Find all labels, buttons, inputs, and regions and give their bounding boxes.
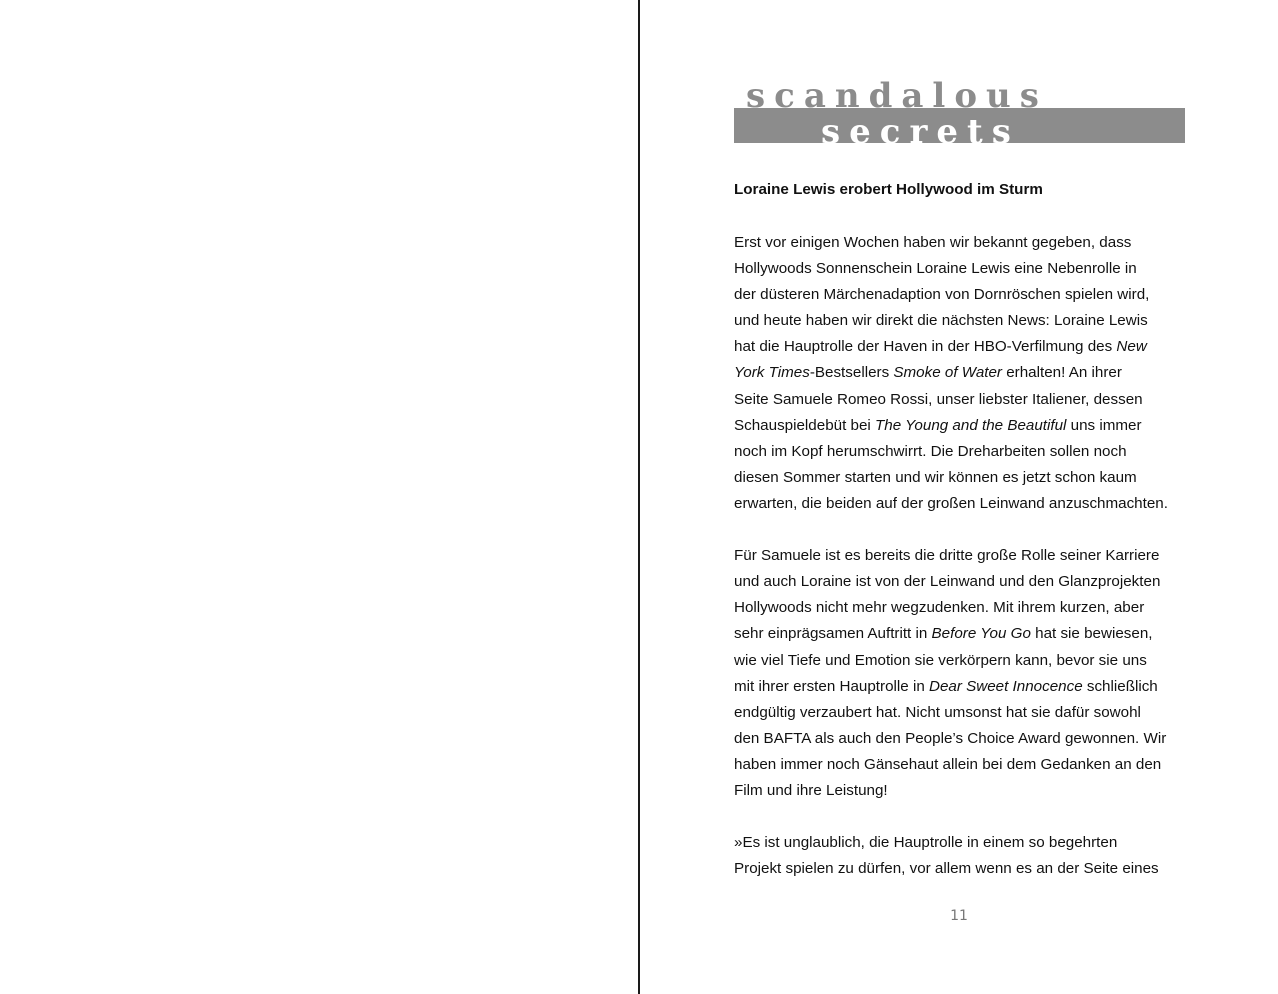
paragraph-3 [734,830,1186,882]
text-line: Projekt spielen zu dürfen, vor allem wenn es an der Seite eines [734,860,1159,878]
text-run: sehr einprägsamen Auftritt in [734,625,932,643]
text-line [734,621,1186,647]
text-line: den BAFTA als auch den People’s Choice Award gewonnen. Wir [734,729,1167,747]
text-line: Hollywoods nicht mehr wegzudenken. Mit ihrem kurzen, aber [734,599,1145,617]
text-line: und auch Loraine ist von der Leinwand und den Glanzprojekten [734,573,1161,591]
book-title-run: Smoke of Water [893,364,1002,382]
text-line: Für Samuele ist es bereits die dritte große Rolle seiner Karriere [734,547,1160,565]
text-line: erwarten, die beiden auf der großen Leinwand anzuschmachten. [734,494,1168,512]
scandalous-secrets-logo [734,76,1185,152]
right-page [640,0,1278,994]
text-line [734,334,1186,360]
text-run: hat sie bewiesen, [1030,625,1153,643]
logo-word-scandalous: scandalous [746,76,1048,116]
text-line: Hollywoods Sonnenschein Loraine Lewis eine Nebenrolle in [734,260,1137,278]
text-line: der düsteren Märchenadaption von Dornröschen spielen wird, [734,286,1150,304]
text-run: -Bestsellers [809,364,894,382]
book-title-run: York Times [734,364,810,382]
text-line [734,413,1186,439]
text-run: schließlich [1082,677,1158,695]
paragraph-2 [734,543,1186,804]
text-run: uns immer [1066,416,1142,434]
text-line [734,360,1186,386]
page-number [640,908,1278,924]
text-line: haben immer noch Gänsehaut allein bei dem Gedanken an den [734,755,1162,773]
film-title-run: The Young and the Beautiful [875,416,1067,434]
text-line: »Es ist unglaublich, die Hauptrolle in einem so begehrten [734,834,1118,852]
film-title-run: Before You Go [931,625,1031,643]
text-line: Seite Samuele Romeo Rossi, unser liebster Italiener, dessen [734,390,1143,408]
text-line: Erst vor einigen Wochen haben wir bekannt gegeben, dass [734,234,1132,251]
logo-word-secrets: secrets [821,112,1020,152]
paragraph-1 [734,230,1186,517]
text-line: Film und ihre Leistung! [734,781,888,799]
article-headline: Loraine Lewis erobert Hollywood im Sturm [734,181,1043,198]
text-line: noch im Kopf herumschwirrt. Die Dreharbeiten sollen noch [734,442,1127,460]
text-line [734,674,1186,700]
film-title-run: Dear Sweet Innocence [928,677,1083,695]
page-number-text: 11 [950,908,968,924]
text-run: Schauspieldebüt bei [734,416,876,434]
article-body [734,176,1186,908]
book-title-run: New [1116,338,1147,356]
text-run: erhalten! An ihrer [1002,364,1122,382]
text-line: und heute haben wir direkt die nächsten News: Loraine Lewis [734,312,1148,330]
text-line: wie viel Tiefe und Emotion sie verkörpern kann, bevor sie uns [734,651,1147,669]
text-line: diesen Sommer starten und wir können es jetzt schon kaum [734,468,1137,486]
text-run: hat die Hauptrolle der Haven in der HBO-Verfilmung des [734,338,1117,356]
text-line: endgültig verzaubert hat. Nicht umsonst hat sie dafür sowohl [734,703,1141,721]
text-run: mit ihrer ersten Hauptrolle in [734,677,929,695]
